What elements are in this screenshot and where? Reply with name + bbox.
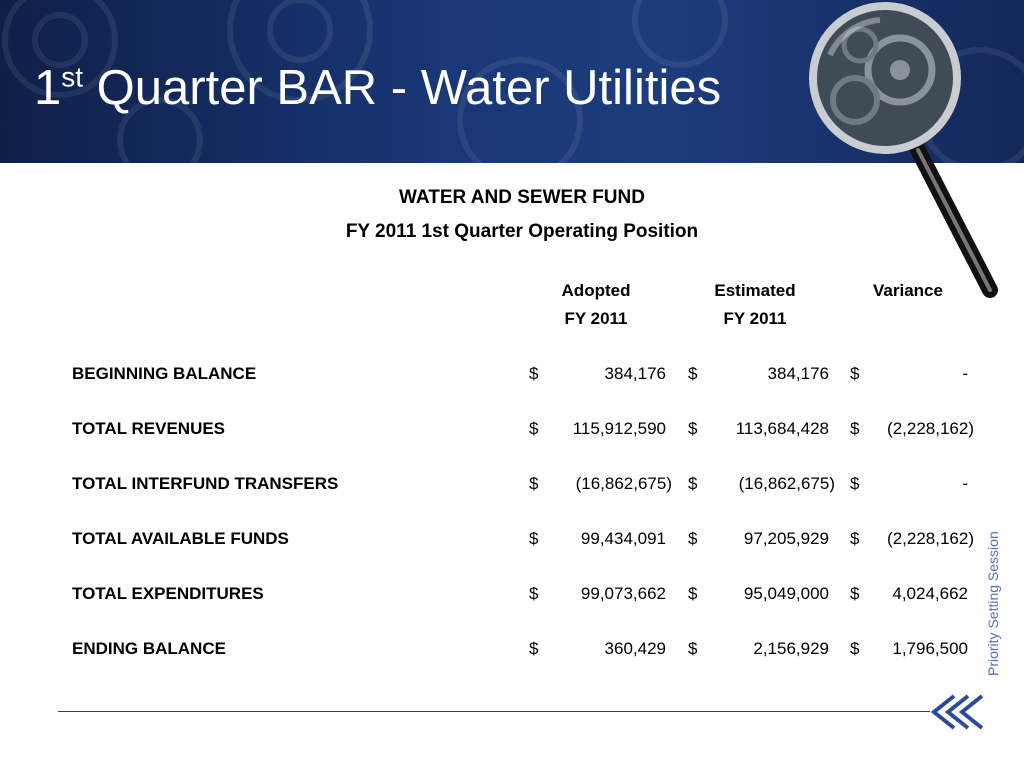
cell-variance: 1,796,500 (892, 639, 968, 658)
slide-title: 1st Quarter BAR - Water Utilities (34, 61, 722, 115)
cell-adopted: 99,073,662 (580, 584, 666, 603)
currency-symbol: $ (529, 639, 539, 658)
cell-estimated: 95,049,000 (743, 584, 829, 603)
double-chevron-left-icon[interactable] (928, 694, 984, 730)
currency-symbol: $ (529, 584, 539, 603)
side-caption: Priority Setting Session (985, 531, 1001, 676)
currency-symbol: $ (529, 419, 539, 438)
cell-variance: (2,228,162) (887, 419, 974, 438)
table-subtitle: FY 2011 1st Quarter Operating Position (345, 221, 699, 242)
cell-adopted: (16,862,675) (575, 474, 672, 493)
row-label: TOTAL AVAILABLE FUNDS (72, 529, 289, 548)
currency-symbol: $ (850, 639, 860, 658)
cell-estimated: 2,156,929 (753, 639, 829, 658)
cell-estimated: 384,176 (767, 364, 829, 383)
cell-variance: (2,228,162) (887, 529, 974, 548)
currency-symbol: $ (688, 419, 698, 438)
row-label: TOTAL INTERFUND TRANSFERS (72, 474, 339, 493)
currency-symbol: $ (529, 474, 539, 493)
cell-adopted: 99,434,091 (580, 529, 666, 548)
cell-variance: - (962, 364, 968, 383)
column-header-estimated: Estimated FY 2011 (714, 281, 796, 328)
currency-symbol: $ (850, 529, 860, 548)
currency-symbol: $ (688, 364, 698, 383)
currency-symbol: $ (850, 419, 860, 438)
column-header-variance: Variance (873, 281, 943, 300)
currency-symbol: $ (850, 584, 860, 603)
footer-rule (58, 711, 930, 712)
cell-adopted: 115,912,590 (572, 419, 666, 438)
currency-symbol: $ (850, 364, 860, 383)
column-header-adopted: Adopted FY 2011 (561, 281, 631, 328)
cell-adopted: 360,429 (604, 639, 666, 658)
currency-symbol: $ (529, 529, 539, 548)
cell-variance: - (962, 474, 968, 493)
currency-symbol: $ (850, 474, 860, 493)
cell-adopted: 384,176 (604, 364, 666, 383)
currency-symbol: $ (529, 364, 539, 383)
row-label: BEGINNING BALANCE (72, 364, 257, 383)
cell-estimated: 97,205,929 (743, 529, 829, 548)
cell-estimated: (16,862,675) (738, 474, 835, 493)
currency-symbol: $ (688, 529, 698, 548)
cell-estimated: 113,684,428 (735, 419, 829, 438)
cell-variance: 4,024,662 (892, 584, 968, 603)
row-label: TOTAL REVENUES (72, 419, 226, 438)
currency-symbol: $ (688, 474, 698, 493)
row-label: ENDING BALANCE (72, 639, 226, 658)
magnifying-glass-icon (800, 0, 1015, 300)
currency-symbol: $ (688, 639, 698, 658)
currency-symbol: $ (688, 584, 698, 603)
table-title: WATER AND SEWER FUND (399, 187, 645, 208)
row-label: TOTAL EXPENDITURES (72, 584, 264, 603)
